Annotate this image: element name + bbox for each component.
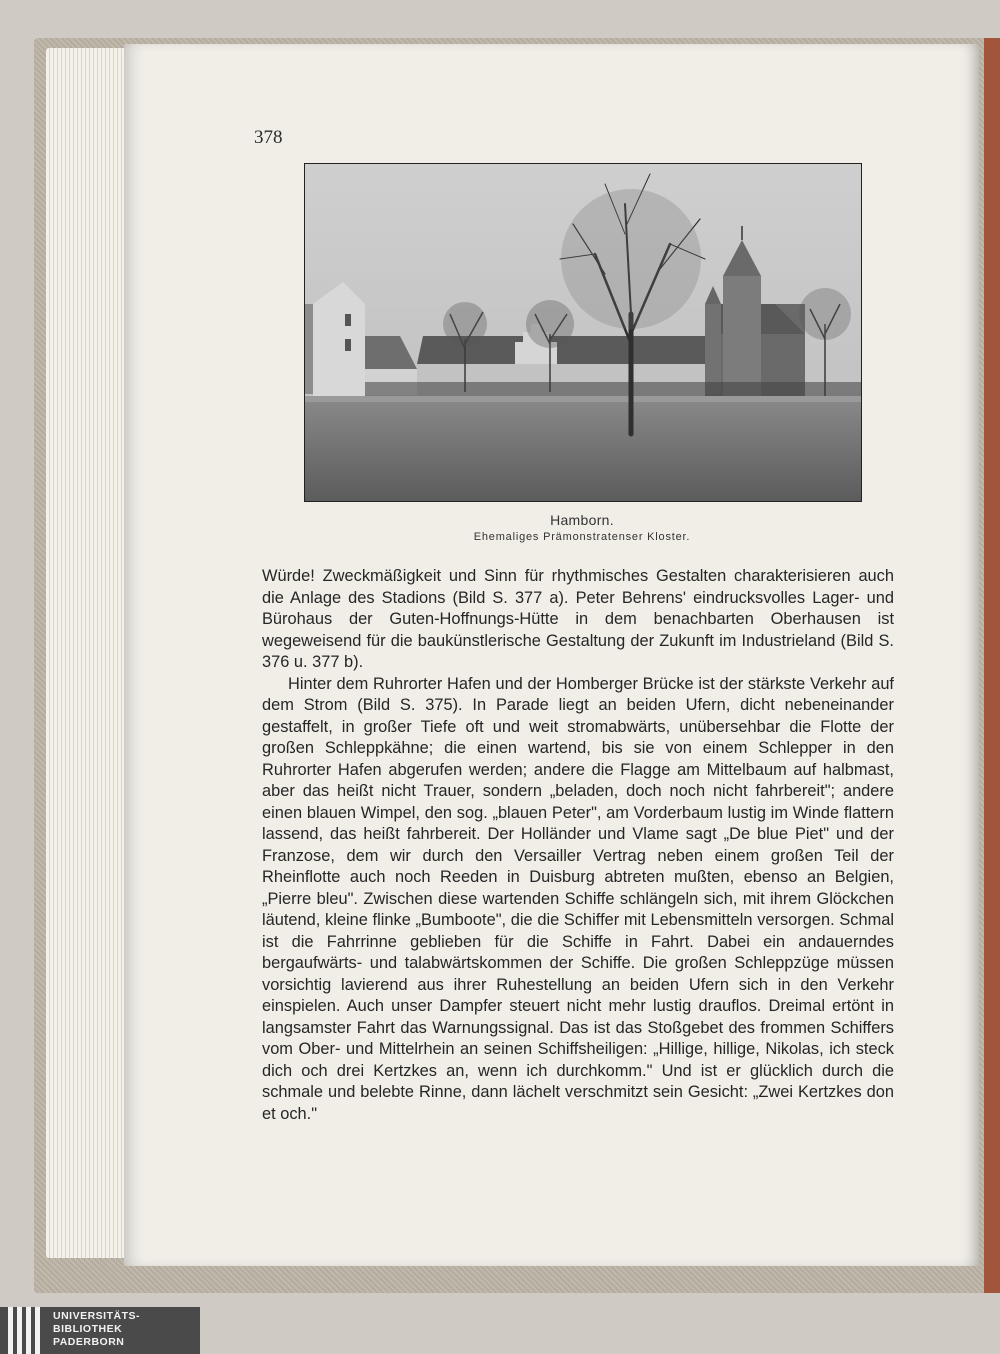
paragraph-2: Hinter dem Ruhrorter Hafen und der Homberger Brücke ist der stärkste Verkehr auf dem Strom (Bild S. 375). In Parade liegt an beiden Ufern, dicht nebeneinander gestaffelt, in großer Tiefe oft und weit stromabwärts, unübersehbar die Flotte der großen Schleppkähne; die einen wartend, bis sie von einem Schlepper in den Ruhrorter Hafen abgerufen werden; andere die Flagge am Mittelbaum auf halbmast, aber das heißt nicht Trauer, sondern „beladen, doch noch nicht fahrbereit"; andere einen blauen Wimpel, den sog. „blauen Peter", am Vorderbaum lustig im Winde flattern lassend, das heißt fahrbereit. Der Holländer und Vlame sagt „De blue Piet" und der Franzose, dem wir durch den Versailler Vertrag neben einem großen Teil der Rheinflotte auch noch Reeden in Duisburg abtreten mußten, ebenso an Belgien, „Pierre bleu". Zwischen diese wartenden Schiffe schlängeln sich, mit ihrem Glöckchen läutend, kleine flinke „Bumboote", die die Schiffer mit Lebensmitteln versorgen. Schmal ist die Fahrrinne geblieben für die Schiffe in Fahrt. Dabei ein andauerndes bergaufwärts- und talabwärtskommen der Schiffe. Die großen Schleppzüge müssen vorsichtig lavierend aus ihrer Ruhestellung an beiden Ufern sich in den Verkehr einspielen. Auch unser Dampfer steuert nicht mehr lustig drauflos. Dreimal ertönt in langsamster Fahrt das Warnungssignal. Das ist das Stoßgebet des frommen Schiffers vom Ober- und Mittelrhein an seinen Schiffsheiligen: „Hillige, hillige, Nikolas, ich steck dich och drei Kertzkes an, wenn ich durchkomm." Und ist er glücklich durch die schmale und belebte Rinne, dann lächelt verschmitzt sein Gesicht: „Zwei Kertzkes don et och." — [262, 674, 894, 1123]
monastery-photo — [305, 164, 861, 501]
figure-title: Hamborn. — [550, 512, 614, 528]
library-logo — [0, 1307, 200, 1354]
book-cover-edge — [984, 38, 1000, 1293]
library-logo-text — [53, 1310, 140, 1349]
logo-bars-icon — [8, 1307, 48, 1354]
paragraph-1: Würde! Zweckmäßigkeit und Sinn für rhythmisches Gestalten charakterisieren auch die Anlage des Stadions (Bild S. 377 a). Peter Behrens' eindrucksvolles Lager- und Bürohaus der Guten-Hoffnungs-Hütte in dem benachbarten Oberhausen ist wegeweisend für die baukünstlerische Gestaltung der Zukunft im Industrieland (Bild S. 376 u. 377 b). — [262, 567, 894, 671]
body-text — [262, 566, 894, 1125]
figure-subtitle: Ehemaliges Prämonstratenser Kloster. — [473, 531, 691, 543]
logo-line-2: BIBLIOTHEK — [53, 1323, 123, 1335]
logo-line-3: PADERBORN — [53, 1336, 125, 1348]
figure-photo — [304, 163, 862, 502]
page-stack — [46, 48, 132, 1258]
logo-line-1: UNIVERSITÄTS- — [53, 1310, 141, 1322]
page-number: 378 — [254, 127, 283, 148]
